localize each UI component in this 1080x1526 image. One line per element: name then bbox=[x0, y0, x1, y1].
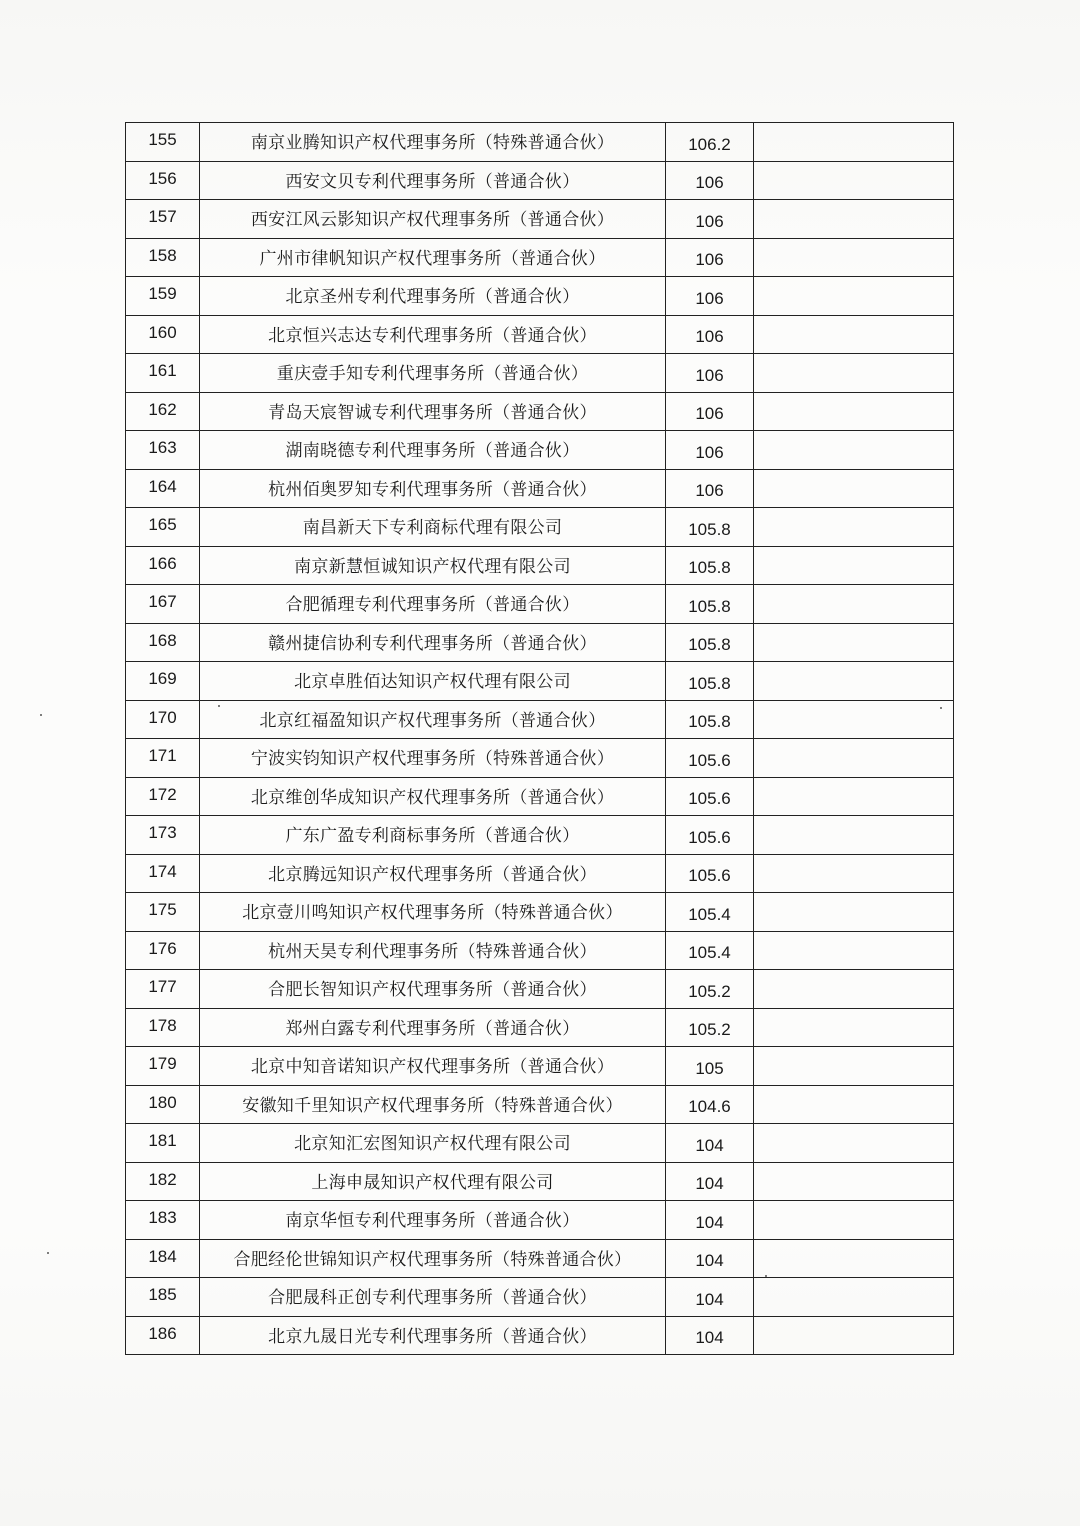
agency-name-cell: 北京腾远知识产权代理事务所（普通合伙） bbox=[200, 854, 666, 893]
rank-cell: 167 bbox=[126, 585, 200, 624]
rank-cell: 180 bbox=[126, 1085, 200, 1124]
rank-cell: 161 bbox=[126, 354, 200, 393]
note-cell bbox=[754, 1316, 954, 1355]
table-row bbox=[126, 277, 954, 316]
score-cell: 106 bbox=[666, 469, 754, 508]
table-row bbox=[126, 315, 954, 354]
table-body bbox=[126, 123, 954, 1355]
agency-name-cell: 合肥长智知识产权代理事务所（普通合伙） bbox=[200, 970, 666, 1009]
note-cell bbox=[754, 508, 954, 547]
note-cell bbox=[754, 970, 954, 1009]
rank-cell: 173 bbox=[126, 816, 200, 855]
agency-name-cell: 北京九晟日光专利代理事务所（普通合伙） bbox=[200, 1316, 666, 1355]
table-row bbox=[126, 238, 954, 277]
agency-name-cell: 南昌新天下专利商标代理有限公司 bbox=[200, 508, 666, 547]
rank-cell: 179 bbox=[126, 1047, 200, 1086]
score-cell: 106 bbox=[666, 392, 754, 431]
rank-cell: 183 bbox=[126, 1201, 200, 1240]
note-cell bbox=[754, 431, 954, 470]
table-row bbox=[126, 508, 954, 547]
note-cell bbox=[754, 777, 954, 816]
table-row bbox=[126, 431, 954, 470]
score-cell: 106 bbox=[666, 161, 754, 200]
score-cell: 104 bbox=[666, 1201, 754, 1240]
rank-cell: 181 bbox=[126, 1124, 200, 1163]
table-row bbox=[126, 1047, 954, 1086]
agency-name-cell: 北京红福盈知识产权代理事务所（普通合伙） bbox=[200, 700, 666, 739]
agency-name-cell: 北京恒兴志达专利代理事务所（普通合伙） bbox=[200, 315, 666, 354]
table-row bbox=[126, 354, 954, 393]
note-cell bbox=[754, 392, 954, 431]
rank-cell: 165 bbox=[126, 508, 200, 547]
table-row bbox=[126, 777, 954, 816]
scan-speck bbox=[765, 1275, 767, 1277]
note-cell bbox=[754, 1162, 954, 1201]
agency-name-cell: 北京中知音诺知识产权代理事务所（普通合伙） bbox=[200, 1047, 666, 1086]
agency-name-cell: 杭州天昊专利代理事务所（特殊普通合伙） bbox=[200, 931, 666, 970]
rank-cell: 169 bbox=[126, 662, 200, 701]
scan-speck bbox=[940, 707, 942, 709]
score-cell: 104 bbox=[666, 1239, 754, 1278]
score-cell: 105.8 bbox=[666, 623, 754, 662]
table-row bbox=[126, 816, 954, 855]
agency-name-cell: 合肥循理专利代理事务所（普通合伙） bbox=[200, 585, 666, 624]
note-cell bbox=[754, 1124, 954, 1163]
note-cell bbox=[754, 854, 954, 893]
score-cell: 105.8 bbox=[666, 662, 754, 701]
note-cell bbox=[754, 1201, 954, 1240]
table-row bbox=[126, 700, 954, 739]
note-cell bbox=[754, 1239, 954, 1278]
rank-cell: 159 bbox=[126, 277, 200, 316]
rank-cell: 184 bbox=[126, 1239, 200, 1278]
note-cell bbox=[754, 546, 954, 585]
table-row bbox=[126, 200, 954, 239]
agency-name-cell: 北京知汇宏图知识产权代理有限公司 bbox=[200, 1124, 666, 1163]
score-cell: 105.4 bbox=[666, 931, 754, 970]
rank-cell: 158 bbox=[126, 238, 200, 277]
table-row bbox=[126, 623, 954, 662]
score-cell: 106.2 bbox=[666, 123, 754, 162]
rank-cell: 163 bbox=[126, 431, 200, 470]
rank-cell: 156 bbox=[126, 161, 200, 200]
rank-cell: 182 bbox=[126, 1162, 200, 1201]
rank-cell: 176 bbox=[126, 931, 200, 970]
table-row bbox=[126, 739, 954, 778]
note-cell bbox=[754, 623, 954, 662]
score-cell: 105.6 bbox=[666, 854, 754, 893]
agency-name-cell: 安徽知千里知识产权代理事务所（特殊普通合伙） bbox=[200, 1085, 666, 1124]
rank-cell: 178 bbox=[126, 1008, 200, 1047]
rank-cell: 174 bbox=[126, 854, 200, 893]
note-cell bbox=[754, 1278, 954, 1317]
rank-cell: 155 bbox=[126, 123, 200, 162]
rank-cell: 160 bbox=[126, 315, 200, 354]
table-row bbox=[126, 1278, 954, 1317]
scan-speck bbox=[218, 705, 220, 707]
agency-name-cell: 北京圣州专利代理事务所（普通合伙） bbox=[200, 277, 666, 316]
score-cell: 104 bbox=[666, 1162, 754, 1201]
agency-name-cell: 南京华恒专利代理事务所（普通合伙） bbox=[200, 1201, 666, 1240]
agency-name-cell: 郑州白露专利代理事务所（普通合伙） bbox=[200, 1008, 666, 1047]
agency-name-cell: 南京业腾知识产权代理事务所（特殊普通合伙） bbox=[200, 123, 666, 162]
score-cell: 104 bbox=[666, 1316, 754, 1355]
score-cell: 105.6 bbox=[666, 816, 754, 855]
note-cell bbox=[754, 161, 954, 200]
rank-cell: 171 bbox=[126, 739, 200, 778]
agency-name-cell: 合肥晟科正创专利代理事务所（普通合伙） bbox=[200, 1278, 666, 1317]
agency-name-cell: 西安文贝专利代理事务所（普通合伙） bbox=[200, 161, 666, 200]
note-cell bbox=[754, 315, 954, 354]
table-row bbox=[126, 546, 954, 585]
rank-cell: 177 bbox=[126, 970, 200, 1009]
table-row bbox=[126, 123, 954, 162]
rank-cell: 172 bbox=[126, 777, 200, 816]
score-cell: 104.6 bbox=[666, 1085, 754, 1124]
note-cell bbox=[754, 700, 954, 739]
table-row bbox=[126, 161, 954, 200]
score-cell: 104 bbox=[666, 1278, 754, 1317]
score-cell: 105.2 bbox=[666, 1008, 754, 1047]
agency-name-cell: 青岛天宸智诚专利代理事务所（普通合伙） bbox=[200, 392, 666, 431]
agency-ranking-table bbox=[125, 122, 954, 1355]
table-row bbox=[126, 1239, 954, 1278]
note-cell bbox=[754, 816, 954, 855]
table-row bbox=[126, 1124, 954, 1163]
note-cell bbox=[754, 662, 954, 701]
note-cell bbox=[754, 931, 954, 970]
table-row bbox=[126, 469, 954, 508]
agency-name-cell: 北京卓胜佰达知识产权代理有限公司 bbox=[200, 662, 666, 701]
scan-speck bbox=[40, 714, 42, 716]
score-cell: 105.8 bbox=[666, 508, 754, 547]
agency-name-cell: 广州市律帆知识产权代理事务所（普通合伙） bbox=[200, 238, 666, 277]
table-row bbox=[126, 854, 954, 893]
note-cell bbox=[754, 893, 954, 932]
score-cell: 106 bbox=[666, 238, 754, 277]
note-cell bbox=[754, 585, 954, 624]
note-cell bbox=[754, 1047, 954, 1086]
score-cell: 106 bbox=[666, 354, 754, 393]
score-cell: 105.2 bbox=[666, 970, 754, 1009]
score-cell: 105 bbox=[666, 1047, 754, 1086]
rank-cell: 175 bbox=[126, 893, 200, 932]
note-cell bbox=[754, 277, 954, 316]
note-cell bbox=[754, 1008, 954, 1047]
table-row bbox=[126, 392, 954, 431]
score-cell: 105.8 bbox=[666, 546, 754, 585]
table-row bbox=[126, 662, 954, 701]
agency-name-cell: 湖南晓德专利代理事务所（普通合伙） bbox=[200, 431, 666, 470]
score-cell: 105.8 bbox=[666, 585, 754, 624]
score-cell: 105.8 bbox=[666, 700, 754, 739]
note-cell bbox=[754, 123, 954, 162]
table-row bbox=[126, 970, 954, 1009]
score-cell: 106 bbox=[666, 315, 754, 354]
table-row bbox=[126, 1201, 954, 1240]
agency-name-cell: 北京壹川鸣知识产权代理事务所（特殊普通合伙） bbox=[200, 893, 666, 932]
score-cell: 104 bbox=[666, 1124, 754, 1163]
rank-cell: 185 bbox=[126, 1278, 200, 1317]
score-cell: 106 bbox=[666, 277, 754, 316]
score-cell: 105.6 bbox=[666, 777, 754, 816]
agency-name-cell: 南京新慧恒诚知识产权代理有限公司 bbox=[200, 546, 666, 585]
rank-cell: 164 bbox=[126, 469, 200, 508]
table-row bbox=[126, 893, 954, 932]
agency-name-cell: 重庆壹手知专利代理事务所（普通合伙） bbox=[200, 354, 666, 393]
note-cell bbox=[754, 200, 954, 239]
table-row bbox=[126, 1008, 954, 1047]
agency-name-cell: 杭州佰奥罗知专利代理事务所（普通合伙） bbox=[200, 469, 666, 508]
score-cell: 106 bbox=[666, 200, 754, 239]
note-cell bbox=[754, 469, 954, 508]
table-row bbox=[126, 931, 954, 970]
note-cell bbox=[754, 1085, 954, 1124]
agency-name-cell: 北京维创华成知识产权代理事务所（普通合伙） bbox=[200, 777, 666, 816]
table-row bbox=[126, 1316, 954, 1355]
rank-cell: 168 bbox=[126, 623, 200, 662]
rank-cell: 157 bbox=[126, 200, 200, 239]
rank-cell: 166 bbox=[126, 546, 200, 585]
note-cell bbox=[754, 238, 954, 277]
table-row bbox=[126, 1085, 954, 1124]
rank-cell: 170 bbox=[126, 700, 200, 739]
agency-name-cell: 广东广盈专利商标事务所（普通合伙） bbox=[200, 816, 666, 855]
agency-name-cell: 赣州捷信协利专利代理事务所（普通合伙） bbox=[200, 623, 666, 662]
agency-name-cell: 上海申晟知识产权代理有限公司 bbox=[200, 1162, 666, 1201]
note-cell bbox=[754, 739, 954, 778]
scan-speck bbox=[47, 1252, 49, 1254]
agency-name-cell: 宁波实钧知识产权代理事务所（特殊普通合伙） bbox=[200, 739, 666, 778]
rank-cell: 186 bbox=[126, 1316, 200, 1355]
rank-cell: 162 bbox=[126, 392, 200, 431]
note-cell bbox=[754, 354, 954, 393]
agency-name-cell: 合肥经伦世锦知识产权代理事务所（特殊普通合伙） bbox=[200, 1239, 666, 1278]
agency-name-cell: 西安江风云影知识产权代理事务所（普通合伙） bbox=[200, 200, 666, 239]
score-cell: 106 bbox=[666, 431, 754, 470]
table-row bbox=[126, 1162, 954, 1201]
table-row bbox=[126, 585, 954, 624]
score-cell: 105.4 bbox=[666, 893, 754, 932]
score-cell: 105.6 bbox=[666, 739, 754, 778]
